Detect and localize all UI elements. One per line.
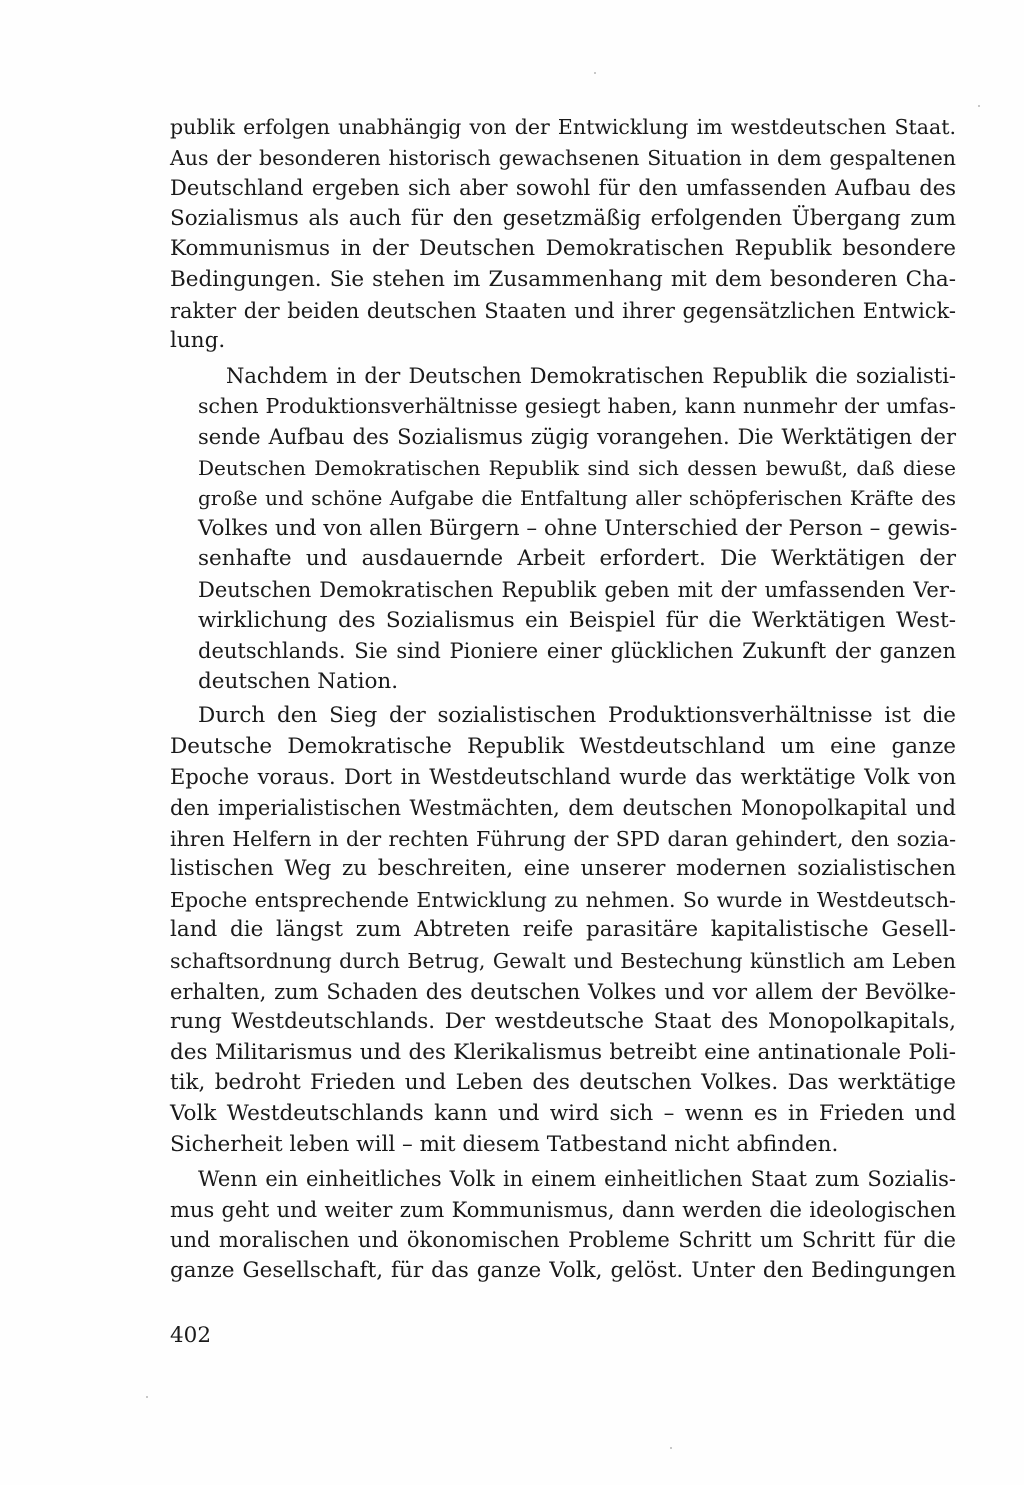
text-line: rung Westdeutschlands. Der westdeutsche Staat des Monopolkapitals, (170, 1009, 956, 1035)
text-line: Epoche voraus. Dort in Westdeutschland wurde das werktätige Volk von (170, 765, 956, 790)
text-line: land die längst zum Abtreten reife parasitäre kapitalistische Gesell- (170, 917, 956, 943)
text-line: Epoche entsprechende Entwicklung zu nehmen. So wurde in Westdeutsch- (170, 887, 956, 912)
text-line: Nachdem in der Deutschen Demokratischen Republik die sozialisti- (226, 363, 956, 388)
text-line: ganze Gesellschaft, für das ganze Volk, gelöst. Unter den Bedingungen (170, 1257, 956, 1283)
paragraph-2 (170, 361, 956, 698)
text-line: Volkes und von allen Bürgern – ohne Unterschied der Person – gewis- (198, 515, 958, 541)
text-line: Deutschen Demokratischen Republik geben mit der umfassenden Ver- (198, 577, 956, 602)
text-line: Aus der besonderen historisch gewachsenen Situation in dem gespaltenen (170, 145, 956, 170)
page-number: 402 (170, 1323, 212, 1348)
text-line: listischen Weg zu beschreiten, eine unserer modernen sozialistischen (170, 856, 956, 882)
text-line: Sozialismus als auch für den gesetzmäßig erfolgenden Übergang zum (170, 205, 956, 231)
text-line: tik, bedroht Frieden und Leben des deutschen Volkes. Das werktätige (170, 1070, 956, 1096)
text-line: Deutschen Demokratischen Republik sind sich dessen bewußt, daß diese (198, 455, 956, 480)
text-line: Sicherheit leben will – mit diesem Tatbestand nicht abfinden. (170, 1131, 839, 1157)
text-line: des Militarismus und des Klerikalismus betreibt eine antinationale Poli- (170, 1039, 956, 1065)
text-line: Volk Westdeutschlands kann und wird sich – wenn es in Frieden und (170, 1101, 956, 1126)
text-line: Durch den Sieg der sozialistischen Produktionsverhältnisse ist die (198, 703, 956, 729)
text-line: lung. (170, 328, 226, 354)
paper-speck (978, 105, 980, 107)
body-text (170, 112, 956, 1291)
text-line: wirklichung des Sozialismus ein Beispiel für die Werktätigen West- (198, 607, 956, 633)
text-line: Deutschland ergeben sich aber sowohl für den umfassenden Aufbau des (170, 176, 956, 201)
text-line: schen Produktionsverhältnisse gesiegt haben, kann nunmehr der umfas- (198, 394, 956, 419)
text-line: große und schöne Aufgabe die Entfaltung aller schöpferischen Kräfte des (198, 486, 956, 511)
text-line: schaftsordnung durch Betrug, Gewalt und Bestechung künstlich am Leben (170, 949, 956, 974)
text-line: ihren Helfern in der rechten Führung der SPD daran gehindert, den sozia- (170, 826, 956, 851)
text-line: und moralischen und ökonomischen Probleme Schritt um Schritt für die (170, 1228, 956, 1253)
text-line: Deutsche Demokratische Republik Westdeutschland um eine ganze (170, 733, 956, 759)
text-line: deutschlands. Sie sind Pioniere einer glücklichen Zukunft der ganzen (198, 639, 956, 664)
text-line: den imperialistischen Westmächten, dem deutschen Monopolkapital und (170, 796, 956, 821)
paper-speck (594, 72, 596, 74)
text-line: Wenn ein einheitliches Volk in einem einheitlichen Staat zum Sozialis- (198, 1167, 956, 1192)
paragraph-4 (170, 1164, 956, 1286)
text-line: mus geht und weiter zum Kommunismus, dann werden die ideologischen (170, 1197, 956, 1222)
text-line: rakter der beiden deutschen Staaten und ihrer gegensätzlichen Entwick- (170, 298, 956, 323)
text-line: deutschen Nation. (198, 668, 399, 694)
text-line: senhafte und ausdauernde Arbeit erfordert. Die Werktätigen der (198, 546, 956, 572)
paper-speck (670, 1447, 672, 1449)
paper-speck (146, 1396, 148, 1398)
text-line: Bedingungen. Sie stehen im Zusammenhang mit dem besonderen Cha- (170, 266, 956, 292)
text-line: publik erfolgen unabhängig von der Entwicklung im westdeutschen Staat. (170, 115, 956, 139)
paragraph-3 (170, 701, 956, 1160)
paragraph-1 (170, 112, 956, 357)
text-line: erhalten, zum Schaden des deutschen Volkes und vor allem der Bevölke- (170, 979, 956, 1004)
text-line: Kommunismus in der Deutschen Demokratischen Republik besondere (170, 236, 956, 262)
text-line: sende Aufbau des Sozialismus zügig vorangehen. Die Werktätigen der (198, 424, 956, 449)
